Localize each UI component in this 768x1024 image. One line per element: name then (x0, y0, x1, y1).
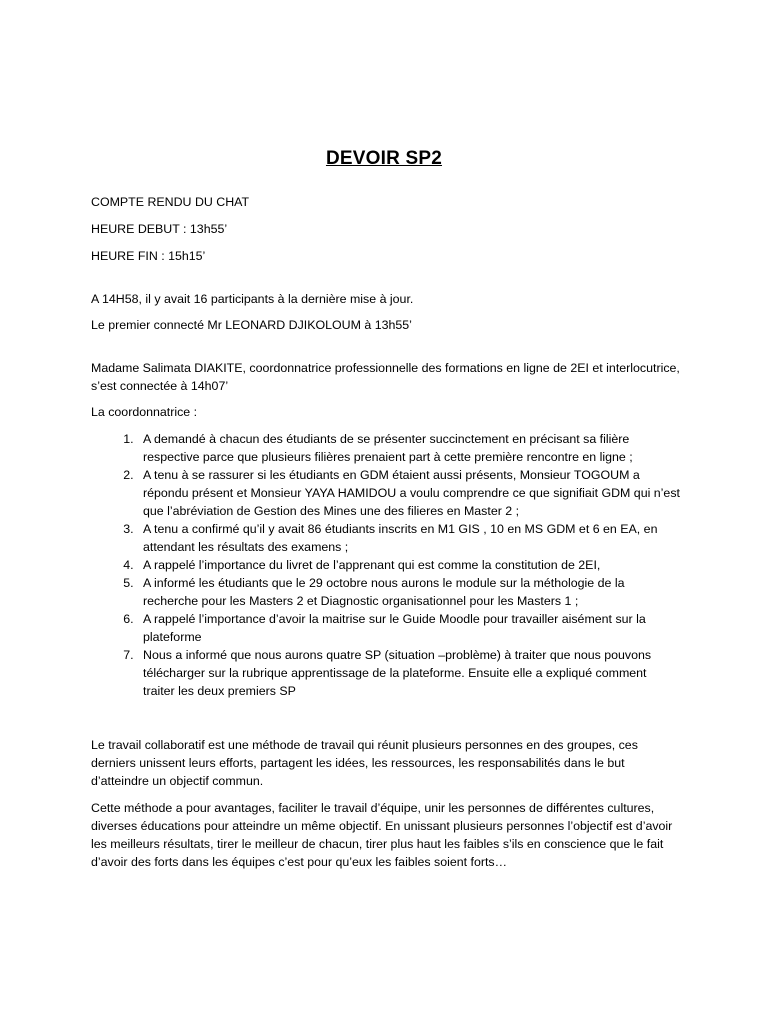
document-body (91, 193, 681, 871)
action-item: 1. A demandé à chacun des étudiants de se présenter succinctement en précisant sa filière respective parce que plusieurs filières prenaient part à cette première rencontre en ligne ; (137, 430, 681, 466)
coordinator-label: La coordonnatrice : (91, 405, 198, 419)
first-connected-line: Le premier connecté Mr LEONARD DJIKOLOUM à 13h55’ (91, 318, 412, 332)
participants-line: A 14H58, il y avait 16 participants à la dernière mise à jour. (91, 292, 414, 306)
action-item: 6. A rappelé l’importance d’avoir la maitrise sur le Guide Moodle pour travailler aisément sur la plateforme (137, 610, 681, 646)
report-heading: COMPTE RENDU DU CHAT (91, 195, 250, 209)
document-title: DEVOIR SP2 (325, 148, 443, 169)
action-item: 2. A tenu à se rassurer si les étudiants en GDM étaient aussi présents, Monsieur TOGOUM a répondu présent et Monsieur YAYA HAMIDOU a voulu comprendre ce que signifiait GDM qui n’est que l’abréviation de Gestion des Mines une des filieres en Master 2 ; (137, 466, 681, 520)
actions-list (91, 430, 681, 700)
end-time: HEURE FIN : 15h15’ (91, 249, 206, 263)
conclusion-paragraph-2: Cette méthode a pour avantages, faciliter le travail d’équipe, unir les personnes de différentes cultures, diverses éducations pour atteindre un même objectif. En unissant plusieurs personnes l’objectif est d’avoir les meilleurs résultats, tirer le meilleur de chacun, tirer plus haut les faibles s’ils en conscience que le fait d’avoir des forts dans les équipes c’est pour qu’eux les faibles soient forts… (91, 801, 673, 869)
action-item: 3. A tenu a confirmé qu’il y avait 86 étudiants inscrits en M1 GIS , 10 en MS GDM et 6 en EA, en attendant les résultats des examens ; (137, 520, 681, 556)
start-time: HEURE DEBUT : 13h55’ (91, 222, 228, 236)
action-item: 5. A informé les étudiants que le 29 octobre nous aurons le module sur la méthologie de la recherche pour les Masters 2 et Diagnostic organisationnel pour les Masters 1 ; (137, 574, 681, 610)
conclusion-paragraph-1: Le travail collaboratif est une méthode de travail qui réunit plusieurs personnes en des groupes, ces derniers unissent leurs efforts, partagent les idées, les ressources, les responsabilités dans le but d’atteindre un objectif commun. (91, 738, 638, 788)
action-item: 7. Nous a informé que nous aurons quatre SP (situation –problème) à traiter que nous pouvons télécharger sur la rubrique apprentissage de la plateforme. Ensuite elle a expliqué comment traiter les deux premiers SP (137, 646, 681, 700)
coordinator-intro: Madame Salimata DIAKITE, coordonnatrice professionnelle des formations en ligne de 2EI et interlocutrice, s’est connectée à 14h07’ (91, 361, 680, 393)
action-item: 4. A rappelé l’importance du livret de l’apprenant qui est comme la constitution de 2EI, (137, 556, 681, 574)
